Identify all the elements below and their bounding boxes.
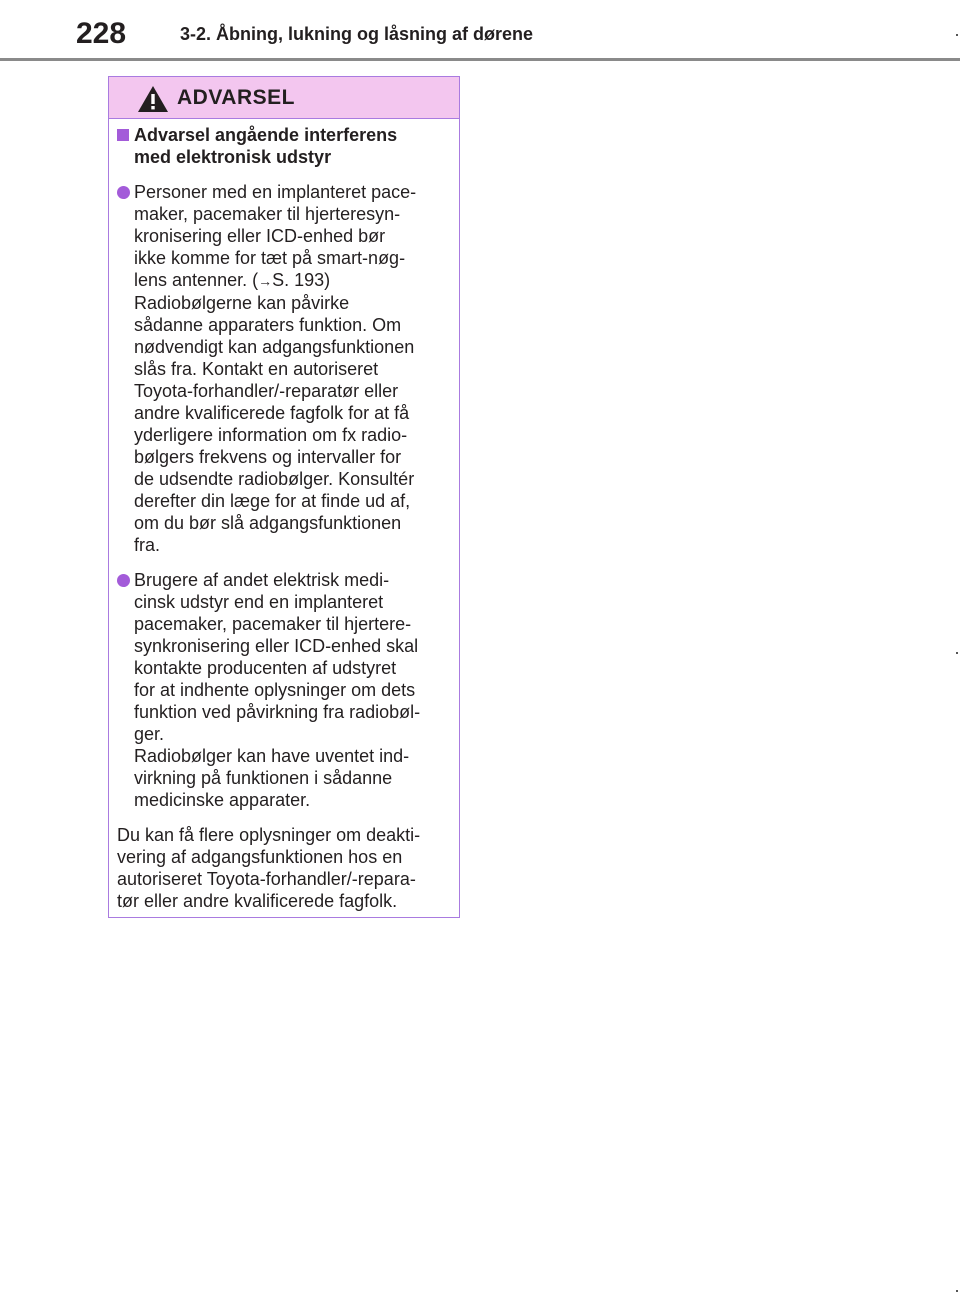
page-number: 228 (76, 17, 127, 50)
warning-subheading (117, 124, 451, 168)
text-line: kronisering eller ICD-enhed bør (134, 226, 386, 246)
section-title: 3-2. Åbning, lukning og låsning af dørene (180, 24, 534, 44)
text-line: vering af adgangsfunktionen hos en (117, 847, 403, 867)
edge-mark (956, 34, 958, 36)
subheading-line: Advarsel angående interferens (134, 125, 398, 145)
text-line-with-reference (134, 269, 451, 292)
text-line: om du bør slå adgangsfunktionen (134, 513, 402, 533)
text-line: de udsendte radiobølger. Konsultér (134, 469, 415, 489)
text-line: nødvendigt kan adgangsfunktionen (134, 337, 415, 357)
bullet-item-medical-equipment (117, 569, 451, 811)
text-line: andre kvalificerede fagfolk for at få (134, 403, 410, 423)
square-bullet-icon (117, 129, 129, 141)
subheading-line: med elektronisk udstyr (134, 147, 332, 167)
bullet-item-pacemaker (117, 181, 451, 556)
page-reference-link[interactable]: S. 193) (272, 270, 331, 290)
edge-mark (956, 652, 958, 654)
warning-triangle-icon (137, 85, 169, 113)
text-line: synkronisering eller ICD-enhed skal (134, 636, 419, 656)
closing-paragraph (117, 824, 451, 912)
text-line: kontakte producenten af udstyret (134, 658, 397, 678)
text-line: autoriseret Toyota-forhandler/-repara- (117, 869, 416, 889)
text-line: ikke komme for tæt på smart-nøg- (134, 248, 406, 268)
text-line: sådanne apparaters funktion. Om (134, 315, 402, 335)
page-header (0, 0, 960, 62)
text-line: bølgers frekvens og intervaller for (134, 447, 402, 467)
text-line: virkning på funktionen i sådanne (134, 768, 393, 788)
text-line: Personer med en implanteret pace- (134, 182, 417, 202)
text-line: slås fra. Kontakt en autoriseret (134, 359, 379, 379)
text-line: for at indhente oplysninger om dets (134, 680, 416, 700)
warning-header (109, 77, 459, 119)
text-line: Radiobølgerne kan påvirke (134, 293, 350, 313)
circle-bullet-icon (117, 186, 130, 199)
circle-bullet-icon (117, 574, 130, 587)
text-line: derefter din læge for at finde ud af, (134, 491, 411, 511)
text-line: ger. (134, 724, 165, 744)
text-line: cinsk udstyr end en implanteret (134, 592, 384, 612)
text-line: fra. (134, 535, 161, 555)
text-line: yderligere information om fx radio- (134, 425, 408, 445)
text-line: Du kan få flere oplysninger om deakti- (117, 825, 421, 845)
warning-box (108, 76, 460, 918)
edge-mark (956, 1290, 958, 1292)
text-line: funktion ved påvirkning fra radiobøl- (134, 702, 421, 722)
text-line: maker, pacemaker til hjerteresyn- (134, 204, 401, 224)
warning-body (109, 119, 459, 912)
header-rule (0, 58, 960, 61)
arrow-right-icon: → (258, 273, 273, 289)
text-line: Brugere af andet elektrisk medi- (134, 570, 390, 590)
warning-title: ADVARSEL (177, 86, 295, 109)
text-line: tør eller andre kvalificerede fagfolk. (117, 891, 398, 911)
text-line: lens antenner. ( (134, 270, 259, 290)
text-line: Toyota-forhandler/-reparatør eller (134, 381, 399, 401)
text-line: pacemaker, pacemaker til hjertere- (134, 614, 412, 634)
text-line: Radiobølger kan have uventet ind- (134, 746, 410, 766)
text-line: medicinske apparater. (134, 790, 311, 810)
